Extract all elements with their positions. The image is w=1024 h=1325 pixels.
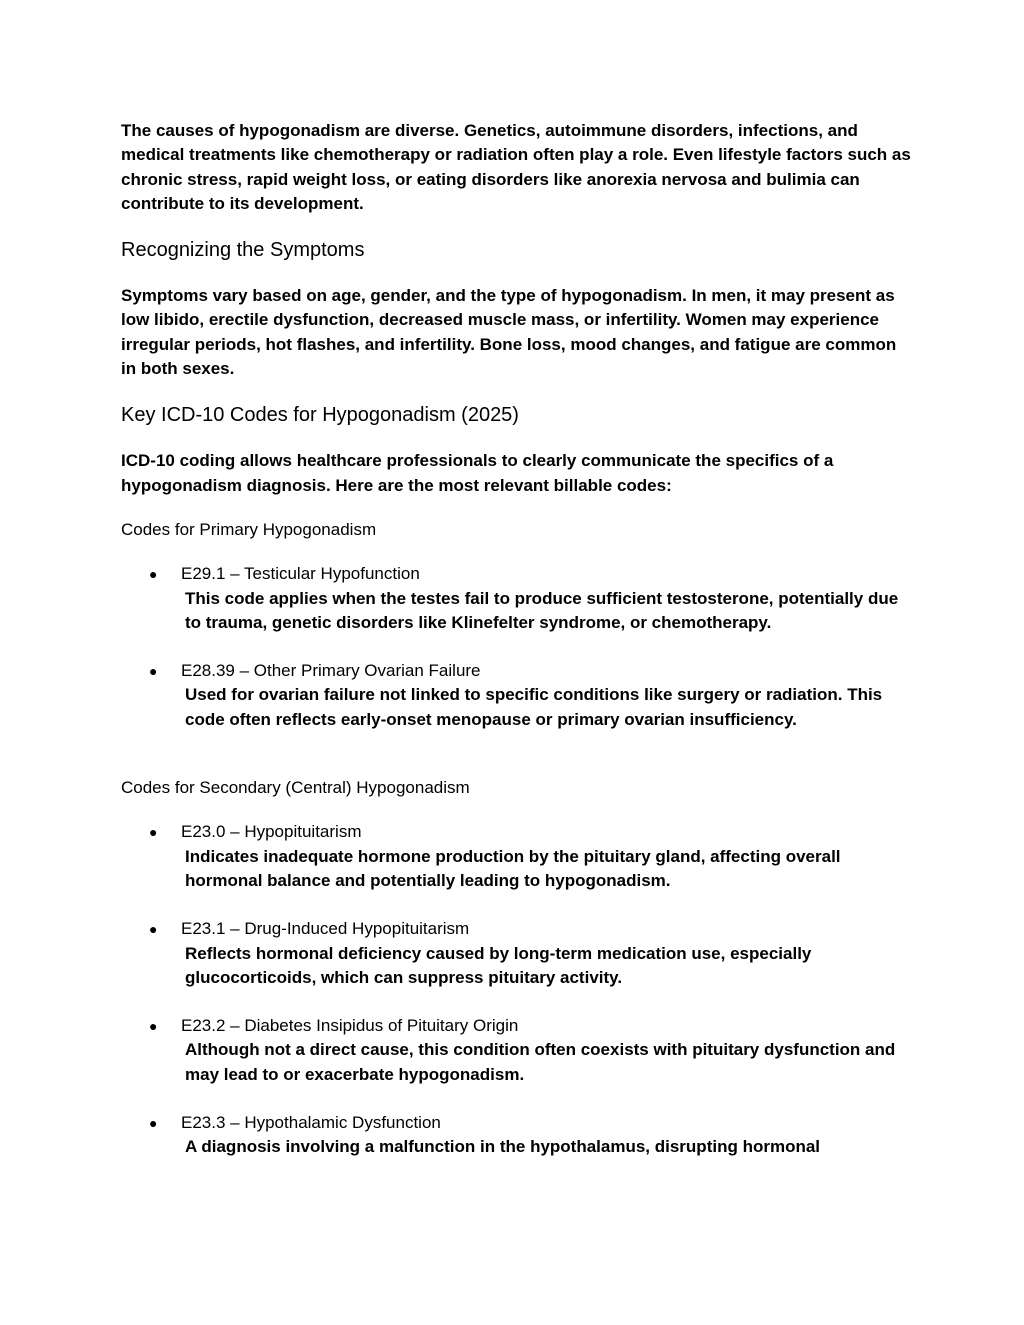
list-item	[121, 562, 911, 635]
code-title: E23.0 – Hypopituitarism	[181, 822, 362, 842]
code-title: E23.1 – Drug-Induced Hypopituitarism	[181, 919, 470, 939]
primary-codes-list	[121, 562, 911, 732]
list-item	[121, 917, 911, 990]
intro-paragraph: The causes of hypogonadism are diverse. Genetics, autoimmune disorders, infections, and medical treatments like chemotherapy or radiation often play a role. Even lifestyle factors such as chronic stress, rapid weight loss, or eating disorders like anorexia nervosa and bulimia can contribute to its development.	[121, 121, 911, 213]
list-item	[121, 1014, 911, 1087]
code-title: E23.3 – Hypothalamic Dysfunction	[181, 1113, 441, 1133]
list-item	[121, 820, 911, 893]
symptoms-heading: Recognizing the Symptoms	[121, 239, 365, 262]
document-page	[121, 119, 911, 1160]
list-item	[121, 1111, 911, 1160]
symptoms-paragraph: Symptoms vary based on age, gender, and the type of hypogonadism. In men, it may present as low libido, erectile dysfunction, decreased muscle mass, or infertility. Women may experience irregular periods, hot flashes, and infertility. Bone loss, mood changes, and fatigue are common in both sexes.	[121, 286, 897, 379]
code-description: Used for ovarian failure not linked to specific conditions like surgery or radiation. This code often reflects early-onset menopause or primary ovarian insufficiency.	[185, 685, 883, 729]
secondary-codes-list	[121, 820, 911, 1159]
bullet-icon: ●	[149, 921, 158, 938]
bullet-icon: ●	[149, 1018, 158, 1035]
code-title: E23.2 – Diabetes Insipidus of Pituitary Origin	[181, 1016, 519, 1036]
code-description: Although not a direct cause, this condition often coexists with pituitary dysfunction and may lead to or exacerbate hypogonadism.	[185, 1040, 896, 1084]
code-description: Indicates inadequate hormone production by the pituitary gland, affecting overall hormonal balance and potentially leading to hypogonadism.	[185, 846, 841, 890]
primary-codes-subheading: Codes for Primary Hypogonadism	[121, 519, 377, 539]
bullet-icon: ●	[149, 1115, 158, 1132]
bullet-icon: ●	[149, 824, 158, 841]
secondary-codes-subheading: Codes for Secondary (Central) Hypogonadism	[121, 778, 470, 798]
codes-intro-paragraph: ICD-10 coding allows healthcare professionals to clearly communicate the specifics of a hypogonadism diagnosis. Here are the most relevant billable codes:	[121, 451, 834, 495]
list-item	[121, 659, 911, 732]
code-description: This code applies when the testes fail to produce sufficient testosterone, potentially due to trauma, genetic disorders like Klinefelter syndrome, or chemotherapy.	[185, 588, 899, 632]
code-title: E29.1 – Testicular Hypofunction	[181, 564, 420, 584]
code-title: E28.39 – Other Primary Ovarian Failure	[181, 661, 481, 681]
bullet-icon: ●	[149, 663, 158, 680]
code-description: A diagnosis involving a malfunction in the hypothalamus, disrupting hormonal	[185, 1137, 821, 1157]
bullet-icon: ●	[149, 566, 158, 583]
codes-heading: Key ICD-10 Codes for Hypogonadism (2025)	[121, 404, 519, 427]
code-description: Reflects hormonal deficiency caused by long-term medication use, especially glucocorticoids, which can suppress pituitary activity.	[185, 943, 812, 987]
